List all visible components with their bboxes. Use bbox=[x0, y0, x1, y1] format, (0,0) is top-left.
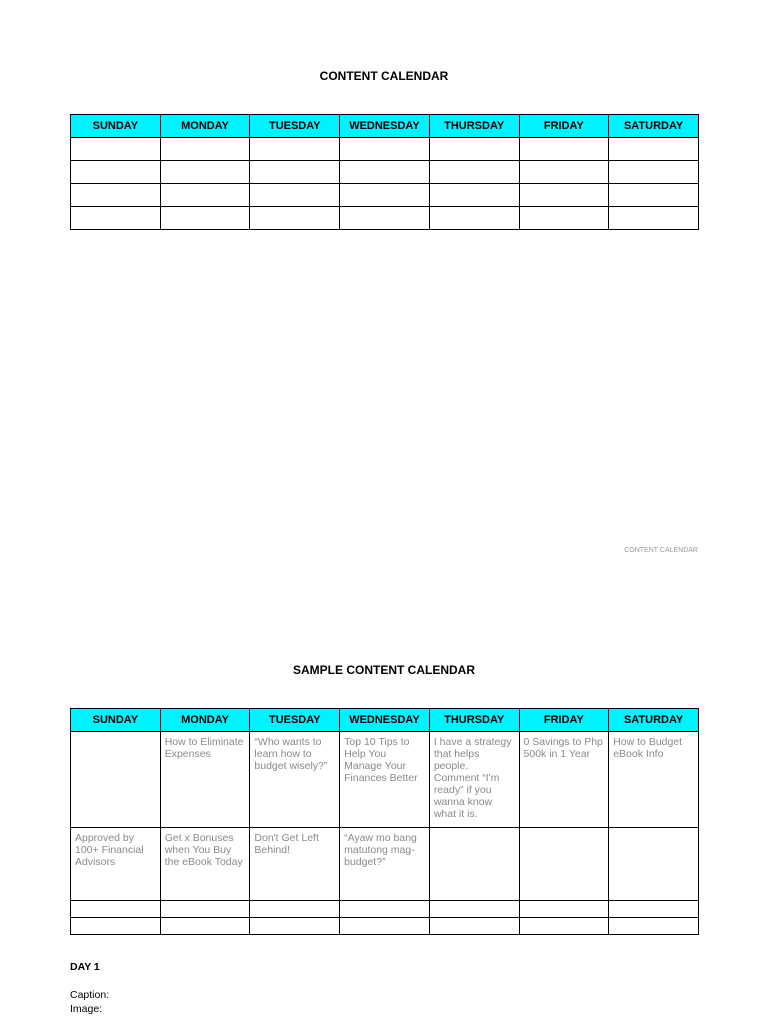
table-cell bbox=[429, 207, 519, 230]
header-wednesday: WEDNESDAY bbox=[340, 709, 430, 732]
table-cell bbox=[71, 138, 161, 161]
table-cell bbox=[609, 207, 699, 230]
table-cell: How to Eliminate Expenses bbox=[160, 732, 250, 828]
page-footer-label: CONTENT CALENDAR bbox=[624, 547, 698, 554]
table-cell bbox=[160, 184, 250, 207]
table-cell bbox=[609, 161, 699, 184]
table-row bbox=[71, 732, 699, 828]
table-cell bbox=[609, 901, 699, 918]
table-cell bbox=[429, 138, 519, 161]
table-row bbox=[71, 207, 699, 230]
table-cell bbox=[71, 918, 161, 935]
weekday-header-row bbox=[71, 115, 699, 138]
table-row bbox=[71, 184, 699, 207]
table-cell bbox=[519, 184, 609, 207]
table-cell bbox=[519, 138, 609, 161]
table-cell bbox=[160, 901, 250, 918]
table-cell: “Ayaw mo bang matutong mag-budget?” bbox=[340, 828, 430, 901]
table-cell bbox=[519, 918, 609, 935]
table-cell bbox=[609, 918, 699, 935]
table-cell bbox=[250, 918, 340, 935]
table-cell bbox=[250, 184, 340, 207]
header-friday: FRIDAY bbox=[519, 115, 609, 138]
table-cell bbox=[429, 918, 519, 935]
table-cell bbox=[429, 901, 519, 918]
table-cell bbox=[429, 184, 519, 207]
table-cell: I have a strategy that helps people. Comment “I'm ready” if you wanna know what it is. bbox=[429, 732, 519, 828]
sample-calendar-title: SAMPLE CONTENT CALENDAR bbox=[293, 663, 475, 677]
table-cell bbox=[519, 161, 609, 184]
header-sunday: SUNDAY bbox=[71, 115, 161, 138]
calendar-title: CONTENT CALENDAR bbox=[319, 69, 449, 83]
table-cell bbox=[250, 901, 340, 918]
table-cell bbox=[160, 918, 250, 935]
content-calendar-table bbox=[70, 114, 699, 230]
header-saturday: SATURDAY bbox=[609, 115, 699, 138]
table-cell bbox=[250, 207, 340, 230]
header-wednesday: WEDNESDAY bbox=[340, 115, 430, 138]
table-cell bbox=[250, 161, 340, 184]
table-cell bbox=[519, 901, 609, 918]
table-cell bbox=[429, 828, 519, 901]
table-cell bbox=[519, 207, 609, 230]
table-cell bbox=[609, 138, 699, 161]
table-cell bbox=[519, 828, 609, 901]
table-cell bbox=[160, 161, 250, 184]
header-tuesday: TUESDAY bbox=[250, 709, 340, 732]
table-cell: How to Budget eBook Info bbox=[609, 732, 699, 828]
header-thursday: THURSDAY bbox=[429, 709, 519, 732]
table-cell bbox=[71, 184, 161, 207]
table-cell: Approved by 100+ Financial Advisors bbox=[71, 828, 161, 901]
header-saturday: SATURDAY bbox=[609, 709, 699, 732]
caption-label: Caption: bbox=[70, 989, 110, 1001]
table-cell bbox=[340, 918, 430, 935]
weekday-header-row bbox=[71, 709, 699, 732]
table-row bbox=[71, 901, 699, 918]
table-cell bbox=[340, 207, 430, 230]
header-monday: MONDAY bbox=[160, 115, 250, 138]
table-cell bbox=[250, 138, 340, 161]
table-row bbox=[71, 161, 699, 184]
table-cell bbox=[609, 828, 699, 901]
header-thursday: THURSDAY bbox=[429, 115, 519, 138]
table-cell bbox=[71, 732, 161, 828]
table-cell: “Who wants to learn how to budget wisely?” bbox=[250, 732, 340, 828]
table-cell bbox=[160, 138, 250, 161]
sample-content-calendar-table bbox=[70, 708, 699, 935]
table-cell bbox=[340, 161, 430, 184]
table-cell: 0 Savings to Php 500k in 1 Year bbox=[519, 732, 609, 828]
table-cell bbox=[71, 901, 161, 918]
table-cell bbox=[340, 901, 430, 918]
table-cell bbox=[160, 207, 250, 230]
image-label: Image: bbox=[70, 1003, 103, 1015]
header-monday: MONDAY bbox=[160, 709, 250, 732]
table-cell bbox=[71, 207, 161, 230]
header-tuesday: TUESDAY bbox=[250, 115, 340, 138]
table-cell: Get x Bonuses when You Buy the eBook Today bbox=[160, 828, 250, 901]
table-cell bbox=[340, 138, 430, 161]
table-cell bbox=[71, 161, 161, 184]
header-sunday: SUNDAY bbox=[71, 709, 161, 732]
table-cell bbox=[609, 184, 699, 207]
header-friday: FRIDAY bbox=[519, 709, 609, 732]
table-row bbox=[71, 828, 699, 901]
table-row bbox=[71, 138, 699, 161]
table-cell bbox=[429, 161, 519, 184]
table-row bbox=[71, 918, 699, 935]
day-heading: DAY 1 bbox=[70, 961, 100, 973]
table-cell bbox=[340, 184, 430, 207]
table-cell: Top 10 Tips to Help You Manage Your Finances Better bbox=[340, 732, 430, 828]
table-cell: Don't Get Left Behind! bbox=[250, 828, 340, 901]
